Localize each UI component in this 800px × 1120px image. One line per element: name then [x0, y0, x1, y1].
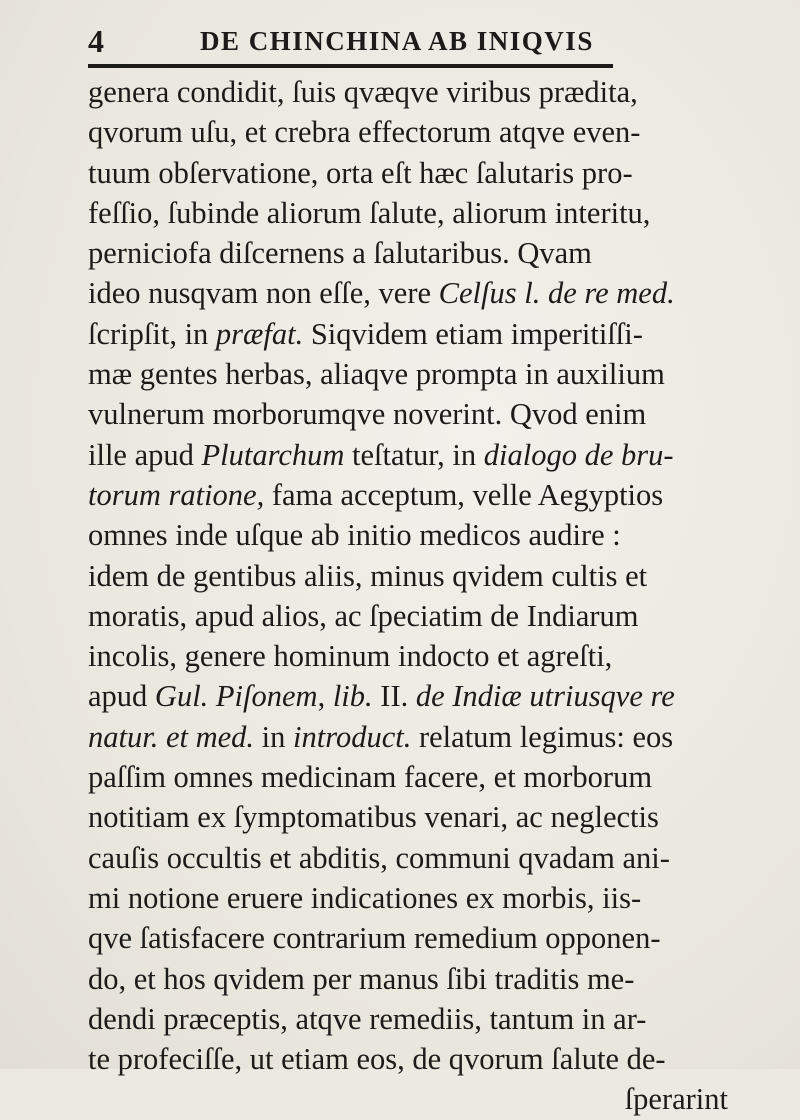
text-line — [88, 394, 728, 434]
text-run: apud — [88, 679, 155, 714]
text-line — [88, 515, 728, 555]
text-line — [88, 354, 728, 394]
italic-text: introduct. — [293, 719, 412, 754]
text-run: , — [317, 679, 333, 714]
text-run: moratis, apud alios, ac ſpeciatim de Indiarum — [88, 598, 639, 633]
text-run: ille apud — [88, 437, 202, 472]
text-line — [88, 72, 728, 112]
text-line — [88, 153, 728, 193]
text-run: genera condidit, ſuis qvæqve viribus prædita, — [88, 75, 638, 109]
text-line — [88, 717, 728, 757]
text-run: perniciofa diſcernens a ſalutaribus. Qvam — [88, 236, 592, 271]
text-run: mi notione eruere indicationes ex morbis, iis- — [88, 880, 642, 915]
text-run: relatum legimus: eos — [411, 719, 674, 754]
text-run: II. — [372, 679, 416, 714]
text-run: te profeciſſe, ut etiam eos, de qvorum ſalute de- — [88, 1042, 666, 1077]
italic-text: Plutarchum — [201, 437, 345, 472]
text-line — [88, 838, 728, 878]
italic-text: de Indiæ utriusqve re — [415, 679, 675, 714]
header-rule — [88, 64, 613, 68]
page-number: 4 — [88, 23, 104, 59]
body-text — [88, 72, 728, 1120]
text-line — [88, 475, 728, 515]
text-run: qvorum uſu, et crebra effectorum atqve even- — [88, 115, 641, 150]
text-line — [88, 112, 728, 152]
text-line — [88, 435, 728, 475]
italic-text: dialogo de bru- — [483, 437, 674, 472]
italic-text: Gul. Piſonem — [154, 679, 318, 714]
text-line — [88, 636, 728, 676]
text-line — [88, 918, 728, 958]
text-line — [88, 233, 728, 273]
text-run: omnes inde uſque ab initio medicos audire : — [88, 518, 621, 553]
text-run: teſtatur, in — [344, 437, 484, 472]
text-run: incolis, genere hominum indocto et agreſti, — [88, 639, 613, 674]
text-line — [88, 556, 728, 596]
text-run: notitiam ex ſymptomatibus venari, ac neglectis — [88, 800, 659, 835]
text-run: ſperarint — [624, 1082, 728, 1117]
text-run: feſſio, ſubinde aliorum ſalute, aliorum interitu, — [88, 195, 651, 230]
text-run: Siqvidem etiam imperitiſſi- — [303, 316, 643, 351]
text-line — [88, 999, 728, 1039]
text-run: in — [254, 719, 294, 754]
text-run: fama acceptum, velle Aegyptios — [264, 477, 664, 512]
text-run: qve ſatisfacere contrarium remedium opponen- — [88, 921, 661, 956]
text-line — [88, 1079, 728, 1119]
text-line — [88, 959, 728, 999]
text-run: ſcripſit, in — [88, 316, 216, 351]
text-line — [88, 676, 728, 716]
italic-text: lib. — [332, 679, 373, 714]
text-line — [88, 314, 728, 354]
running-title: DE CHINCHINA AB INIQVIS — [200, 26, 594, 56]
text-run: tuum obſervatione, orta eſt hæc ſalutaris pro- — [88, 155, 633, 190]
text-line — [88, 797, 728, 837]
text-line — [88, 1039, 728, 1079]
running-head — [88, 22, 613, 60]
text-run: dendi præceptis, atqve remediis, tantum in ar- — [88, 1001, 647, 1036]
text-run: mæ gentes herbas, aliaqve prompta in auxilium — [88, 357, 665, 392]
text-line — [88, 193, 728, 233]
text-run: vulnerum morborumqve noverint. Qvod enim — [88, 397, 647, 432]
text-line — [88, 596, 728, 636]
text-line — [88, 273, 728, 313]
italic-text: præfat. — [215, 316, 304, 351]
text-line — [88, 757, 728, 797]
text-run: cauſis occultis et abditis, communi qvadam ani- — [88, 840, 670, 875]
text-run: ideo nusqvam non eſſe, vere — [88, 276, 439, 311]
text-line — [88, 878, 728, 918]
text-run: do, et hos qvidem per manus ſibi traditis me- — [88, 961, 635, 996]
text-run: paſſim omnes medicinam facere, et morborum — [88, 760, 653, 795]
italic-text: natur. et med. — [88, 719, 255, 754]
text-run: idem de gentibus aliis, minus qvidem cultis et — [88, 558, 648, 593]
italic-text: Celſus l. de re med. — [438, 276, 675, 311]
italic-text: torum ratione, — [88, 477, 265, 512]
